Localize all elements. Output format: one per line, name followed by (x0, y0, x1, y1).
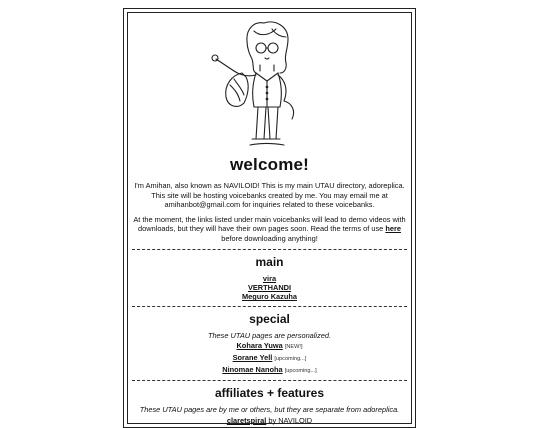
content-column (132, 15, 407, 425)
main-section-heading: main (255, 254, 284, 269)
special-link-kohara-yuwa[interactable]: Kohara Yuwa (236, 341, 283, 351)
status-badge: [upcoming...] (274, 355, 307, 362)
special-item (132, 341, 407, 353)
affiliate-author: by NAVILOID (266, 415, 313, 425)
section-divider (132, 249, 407, 250)
voicebank-link-verthandi[interactable]: VERTHANDI (247, 282, 292, 292)
main-voicebank-list (132, 274, 407, 302)
special-link-ninomae-nanoha[interactable]: Ninomae Nanoha (222, 364, 283, 374)
affiliate-link-claretspiral[interactable]: claretspiral (226, 415, 267, 425)
special-note: These UTAU pages are personalized. (207, 330, 332, 340)
affiliates-section-heading: affiliates + features (214, 386, 325, 401)
notice-text-after: before downloading anything! (221, 233, 318, 243)
terms-link[interactable]: here (385, 224, 401, 234)
status-badge: [NEW!] (284, 344, 303, 351)
special-section-heading: special (249, 311, 290, 326)
status-badge: [upcoming...] (284, 367, 317, 374)
voicebank-link-vira[interactable]: vira (262, 273, 277, 283)
affiliate-item (132, 416, 407, 426)
special-link-sorane-yell[interactable]: Sorane Yell (232, 352, 273, 362)
mascot-illustration-icon (210, 15, 330, 153)
special-item (132, 365, 407, 377)
voicebank-link-meguro-kazuha[interactable]: Meguro Kazuha (241, 292, 298, 302)
section-divider (132, 380, 407, 381)
notice-paragraph (132, 215, 407, 244)
notice-text-before: At the moment, the links listed under main voicebanks will lead to demo videos with downloads, but they will have their own pages soon. Read the terms of use (133, 214, 406, 234)
section-divider (132, 306, 407, 307)
special-item (132, 353, 407, 365)
intro-paragraph: I'm Amihan, also known as NAVILOID! This is my main UTAU directory, adoreplica. This site will be hosting voicebanks created by me. You may email me at amihanbot@gmail.com for inquiries related to these voicebanks. (134, 181, 405, 210)
affiliates-note: These UTAU pages are by me or others, but they are separate from adoreplica. (139, 405, 400, 415)
welcome-heading: welcome! (229, 155, 310, 174)
content-frame (123, 8, 416, 428)
